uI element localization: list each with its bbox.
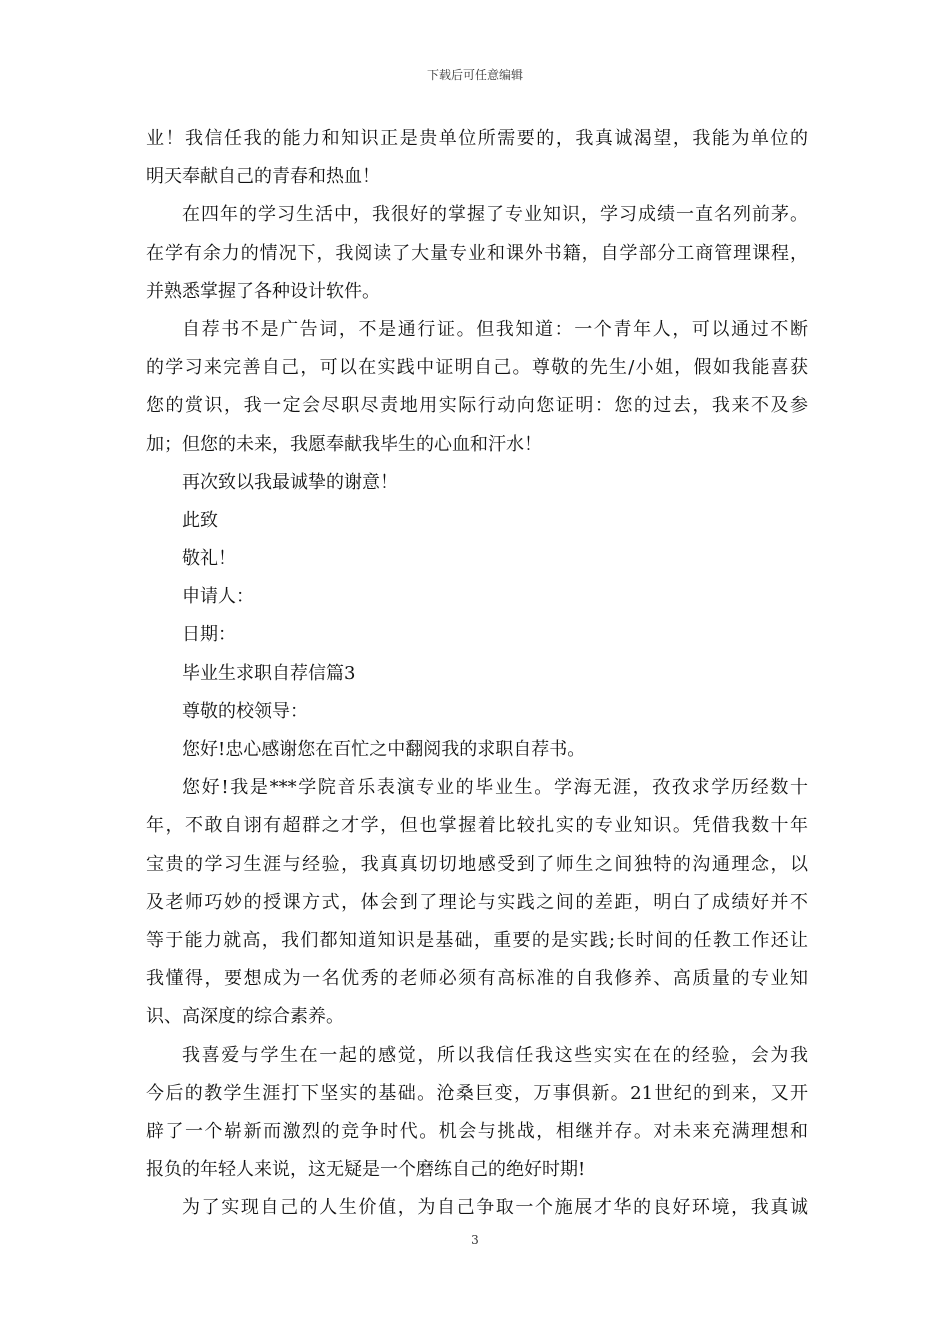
closing-regards: 敬礼！: [182, 548, 236, 570]
text-line: 明天奉献自己的青春和热血！: [146, 166, 380, 188]
closing-salutation: 此致: [182, 509, 218, 531]
text-line: 识、高深度的综合素养。: [146, 1006, 344, 1028]
text-line: 在学有余力的情况下，我阅读了大量专业和课外书籍，自学部分工商管理课程，: [146, 242, 808, 264]
text-line: 加；但您的未来，我愿奉献我毕生的心血和汗水！: [146, 433, 542, 455]
text-line: 并熟悉掌握了各种设计软件。: [146, 280, 380, 302]
section-title: 毕业生求职自荐信篇3: [182, 662, 356, 684]
text-line: 为了实现自己的人生价值，为自己争取一个施展才华的良好环境，我真诚: [182, 1197, 808, 1219]
text-line: 您好!我是***学院音乐表演专业的毕业生。学海无涯，孜孜求学历经数十: [182, 777, 808, 799]
text-line: 的学习来完善自己，可以在实践中证明自己。尊敬的先生/小姐，假如我能喜获: [146, 357, 808, 379]
page-header: 下载后可任意编辑: [426, 68, 523, 82]
text-line: 等于能力就高，我们都知道知识是基础，重要的是实践;长时间的任教工作还让: [146, 929, 808, 951]
text-line: 宝贵的学习生涯与经验，我真真切切地感受到了师生之间独特的沟通理念，以: [146, 853, 808, 875]
text-line: 自荐书不是广告词，不是通行证。但我知道：一个青年人，可以通过不断: [182, 318, 808, 340]
text-line: 在四年的学习生活中，我很好的掌握了专业知识，学习成绩一直名列前茅。: [182, 204, 808, 226]
text-line: 年，不敢自诩有超群之才学，但也掌握着比较扎实的专业知识。凭借我数十年: [146, 815, 808, 837]
text-line: 业！我信任我的能力和知识正是贵单位所需要的，我真诚渴望，我能为单位的: [146, 128, 808, 149]
text-line: 今后的教学生涯打下坚实的基础。沧桑巨变，万事俱新。21世纪的到来，又开: [146, 1082, 808, 1104]
text-line: 辟了一个崭新而激烈的竞争时代。机会与挑战，相继并存。对未来充满理想和: [146, 1120, 808, 1142]
text-line: 我喜爱与学生在一起的感觉，所以我信任我这些实实在在的经验，会为我: [182, 1044, 808, 1066]
text-line: 报负的年轻人来说，这无疑是一个磨练自己的绝好时期!: [146, 1159, 586, 1181]
applicant-label: 申请人：: [182, 586, 254, 608]
text-line: 再次致以我最诚挚的谢意！: [182, 471, 398, 493]
document-body: [146, 120, 808, 1227]
text-line: 您好!忠心感谢您在百忙之中翻阅我的求职自荐书。: [182, 739, 586, 760]
text-line: 您的赏识，我一定会尽职尽责地用实际行动向您证明：您的过去，我来不及参: [146, 395, 808, 417]
page-number: 3: [471, 1233, 479, 1247]
date-label: 日期：: [182, 624, 236, 646]
text-line: 我懂得，要想成为一名优秀的老师必须有高标准的自我修养、高质量的专业知: [146, 968, 808, 990]
greeting: 尊敬的校领导：: [182, 700, 308, 722]
text-line: 及老师巧妙的授课方式，体会到了理论与实践之间的差距，明白了成绩好并不: [146, 891, 808, 913]
